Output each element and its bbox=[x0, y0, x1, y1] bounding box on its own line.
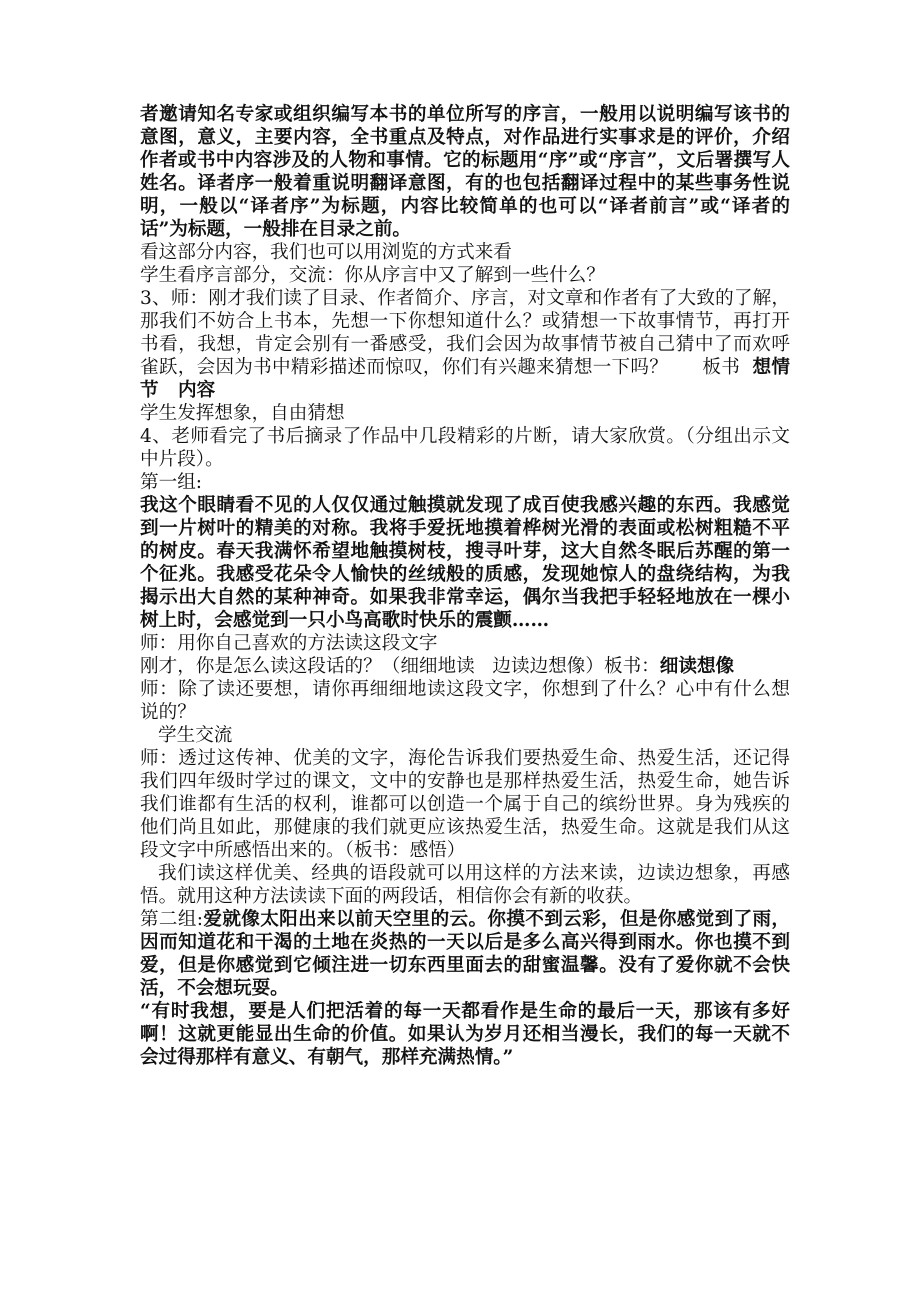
step3-paragraph bbox=[140, 287, 790, 402]
how-read-line bbox=[140, 655, 790, 678]
board-plot-content: 想情节 内容 bbox=[140, 357, 790, 401]
imagine-line: 学生发挥想象，自由猜想 bbox=[140, 403, 345, 424]
group1-label: 第一组: bbox=[140, 472, 203, 493]
teacher-paragraph: 师：透过这传神、优美的文字，海伦告诉我们要热爱生命、热爱生活，还记得我们四年级时学过的课文，文中的安静也是那样热爱生活，热爱生命，她告诉我们谁都有生活的权利，谁都可以创造一个属于自己的缤纷世界。身为残疾的他们尚且如此，那健康的我们就更应该热爱生活，热爱生命。这就是我们从这段文字中所感悟出来的。（板书：感悟） bbox=[140, 748, 790, 861]
preface-definition-paragraph: 者邀请知名专家或组织编写本书的单位所写的序言，一般用以说明编写该书的意图，意义，主要内容，全书重点及特点，对作品进行实事求是的评价，介绍作者或书中内容涉及的人物和事情。它的标题用“序”或“序言”，文后署撰写人姓名。译者序一般着重说明翻译意图，有的也包括翻译过程中的某些事务性说明，一般以“译者序”为标题，内容比较简单的也可以“译者前言”或“译者的话”为标题，一般排在目录之前。 bbox=[140, 104, 790, 240]
step4-paragraph: 4、老师看完了书后摘录了作品中几段精彩的片断，请大家欣赏。（分组出示文中片段）。 bbox=[140, 426, 790, 470]
board-read-imagine: 细读想像 bbox=[659, 656, 735, 677]
group1-excerpt: 我这个眼睛看不见的人仅仅通过触摸就发现了成百使我感兴趣的东西。我感觉到一片树叶的精美的对称。我将手爱抚地摸着桦树光滑的表面或松树粗糙不平的树皮。春天我满怀希望地触摸树枝，搜寻叶芽，这大自然冬眠后苏醒的第一个征兆。我感受花朵令人愉快的丝绒般的质感，发现她惊人的盘绕结构，为我揭示出大自然的某种神奇。如果我非常幸运，偶尔当我把手轻轻地放在一棵小树上时，会感觉到一只小鸟高歌时快乐的震颤…… bbox=[140, 495, 790, 631]
read-favorite-line: 师：用你自己喜欢的方法读这段文字 bbox=[140, 633, 438, 654]
step3-text: 3、师：刚才我们读了目录、作者简介、序言，对文章和作者有了大致的了解，那我们不妨合上书本，先想一下你想知道什么？或猜想一下故事情节，再打开书看，我想，肯定会别有一番感受，我们会因为故事情节被自己猜中了而欢呼雀跃，会因为书中精彩描述而惊叹，你们有兴趣来猜想一下吗？ bbox=[140, 288, 790, 378]
group2-excerpt: 爱就像太阳出来以前天空里的云。你摸不到云彩，但是你感觉到了雨，因而知道花和干渴的土地在炎热的一天以后是多么高兴得到雨水。你也摸不到爱，但是你感觉到它倾注进一切东西里面去的甜蜜温馨。没有了爱你就不会快活，不会想玩耍。 bbox=[140, 909, 790, 999]
quote-paragraph: “有时我想，要是人们把活着的每一天都看作是生命的最后一天，那该有多好啊！这就更能显出生命的价值。如果认为岁月还相当漫长，我们的每一天就不会过得那样有意义、有朝气，那样充满热情。” bbox=[140, 1001, 790, 1068]
how-read-text: 刚才，你是怎么读这段话的？（细细地读 边读边想像）板书： bbox=[140, 656, 660, 677]
group2-paragraph bbox=[140, 908, 790, 1000]
document-page bbox=[140, 103, 790, 1069]
group2-label: 第二组: bbox=[140, 909, 204, 930]
discuss-line: 学生交流 bbox=[158, 725, 233, 746]
preface-discussion: 学生看序言部分，交流：你从序言中又了解到一些什么？ bbox=[140, 265, 605, 286]
browse-instruction: 看这部分内容，我们也可以用浏览的方式来看 bbox=[140, 242, 512, 263]
board-label: 板书 bbox=[702, 357, 741, 378]
think-line: 师：除了读还要想，请你再细细地读这段文字，你想到了什么？心中有什么想说的？ bbox=[140, 679, 790, 723]
method-paragraph: 我们读这样优美、经典的语段就可以用这样的方法来读，边读边想象，再感悟。就用这种方法读读下面的两段话，相信你会有新的收获。 bbox=[140, 863, 790, 907]
